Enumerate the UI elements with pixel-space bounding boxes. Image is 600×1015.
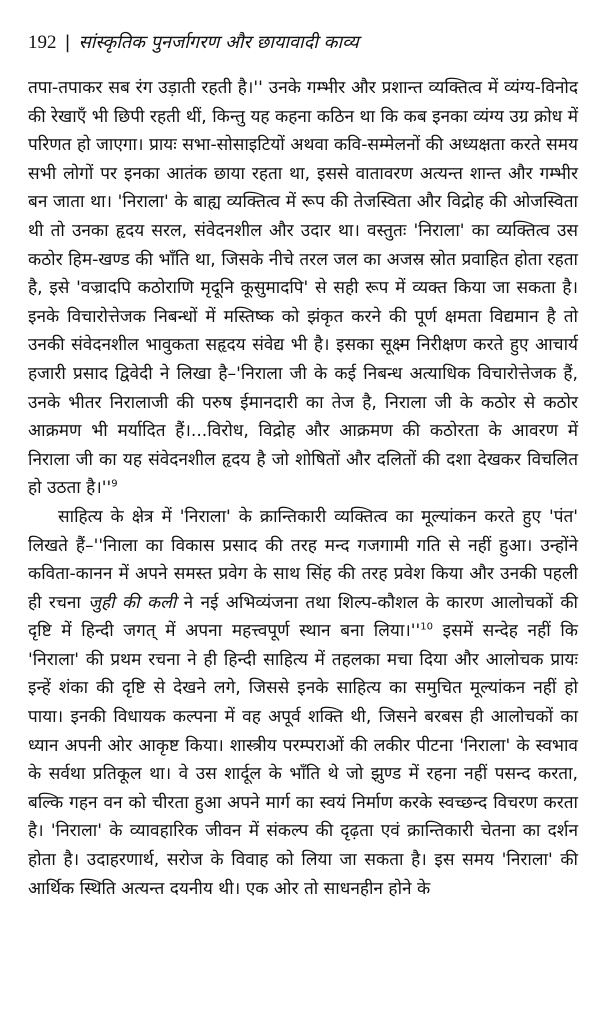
header-separator: | xyxy=(64,32,71,53)
paragraph-2-text-a: साहित्य के क्षेत्र में 'निराला' के क्रान्तिकारी व्यक्तित्व का मूल्यांकन करते हुए 'पंत' लिखते हैं–''निाला का विकास प्रसाद की तरह मन्द गजगामी गति से नहीं हुआ। उन्होंने कविता-कानन में अपने समस्त प्रवेग के साथ सिंह की तरह प्रवेश किया और उनकी पहली ही रचना xyxy=(28,506,578,613)
work-title-juhi-ki-kali: जुही की कली xyxy=(88,592,177,613)
paragraph-1-text: तपा-तपाकर सब रंग उड़ाती रहती है।'' उनके गम्भीर और प्रशान्त व्यक्तित्व में व्यंग्य-विनोद की रेखाएँ भी छिपी रहती थीं, किन्तु यह कहना कठिन था कि कब इनका व्यंग्य उग्र क्रोध में परिणत हो जाएगा। प्रायः सभा-सोसाइटियों अथवा कवि-सम्मेलनों की अध्यक्षता करते समय सभी लोगों पर इनका आतंक छाया रहता था, इससे वातावरण अत्यन्त शान्त और गम्भीर बन जाता था। 'निराला' के बाह्य व्यक्तित्व में रूप की तेजस्विता और विद्रोह की ओजस्विता थी तो उनका हृदय सरल, संवेदनशील और उदार था। वस्तुतः 'निराला' का व्यक्तित्व उस कठोर हिम-खण्ड की भाँति था, जिसके नीचे तरल जल का अजस्र स्रोत प्रवाहित होता रहता है, इसे 'वज्रादपि कठोराणि मृदूनि कूसुमादपि' से सही रूप में व्यक्त किया जा सकता है। इनके विचारोत्तेजक निबन्धों में मस्तिष्क को झंकृत करने की पूर्ण क्षमता विद्यमान है तो उनकी संवेदनशील भावुकता सहृदय संवेद्य भी है। इसका सूक्ष्म निरीक्षण करते हुए आचार्य हजारी प्रसाद द्विवेदी ने लिखा है–'निराला जी के कई निबन्ध अत्याधिक विचारोत्तेजक हैं, उनके भीतर निरालाजी की परुष ईमानदारी का तेज है, निराला जी के कठोर से कठोर आक्रमण भी मर्यादित हैं।...विरोध, विद्रोह और आक्रमण की कठोरता के आवरण में निराला जी का यह संवेदनशील हृदय है जो शोषितों और दलितों की दशा देखकर विचलित हो उठता है।'' xyxy=(28,78,578,499)
running-title: सांस्कृतिक पुनर्जागरण और छायावादी काव्य xyxy=(78,32,359,53)
body-text xyxy=(28,74,578,903)
paragraph-2-text-b: ने नई अभिव्यंजना तथा शिल्प-कौशल के कारण आलोचकों की दृष्टि में हिन्दी जगत् में अपना महत्त्वपूर्ण स्थान बना लिया।'' xyxy=(28,592,578,642)
footnote-ref-9: 9 xyxy=(111,478,118,490)
paragraph-2-text-c: इसमें सन्देह नहीं कि 'निराला' की प्रथम रचना ने ही हिन्दी साहित्य में तहलका मचा दिया और आलोचक प्रायः इन्हें शंका की दृष्टि से देखने लगे, जिससे इनके साहित्य का समुचित मूल्यांकन नहीं हो पाया। इनकी विधायक कल्पना में वह अपूर्व शक्ति थी, जिसने बरबस ही आलोचकों का ध्यान अपनी ओर आकृष्ट किया। शास्त्रीय परम्पराओं की लकीर पीटना 'निराला' के स्वभाव के सर्वथा प्रतिकूल था। वे उस शार्दूल के भाँति थे जो झुण्ड में रहना नहीं पसन्द करता, बल्कि गहन वन को चीरता हुआ अपने मार्ग का स्वयं निर्माण करके स्वच्छन्द विचरण करता है। 'निराला' के व्यावहारिक जीवन में संकल्प की दृढ़ता एवं क्रान्तिकारी चेतना का दर्शन होता है। उदाहरणार्थ, सरोज के विवाह को लिया जा सकता है। इस समय 'निराला' की आर्थिक स्थिति अत्यन्त दयनीय थी। एक ओर तो साधनहीन होने के xyxy=(28,621,578,899)
paragraph-2 xyxy=(28,503,578,903)
page-header xyxy=(28,30,578,60)
footnote-ref-10: 10 xyxy=(420,621,433,633)
page-number: 192 xyxy=(28,32,57,53)
paragraph-1 xyxy=(28,74,578,503)
